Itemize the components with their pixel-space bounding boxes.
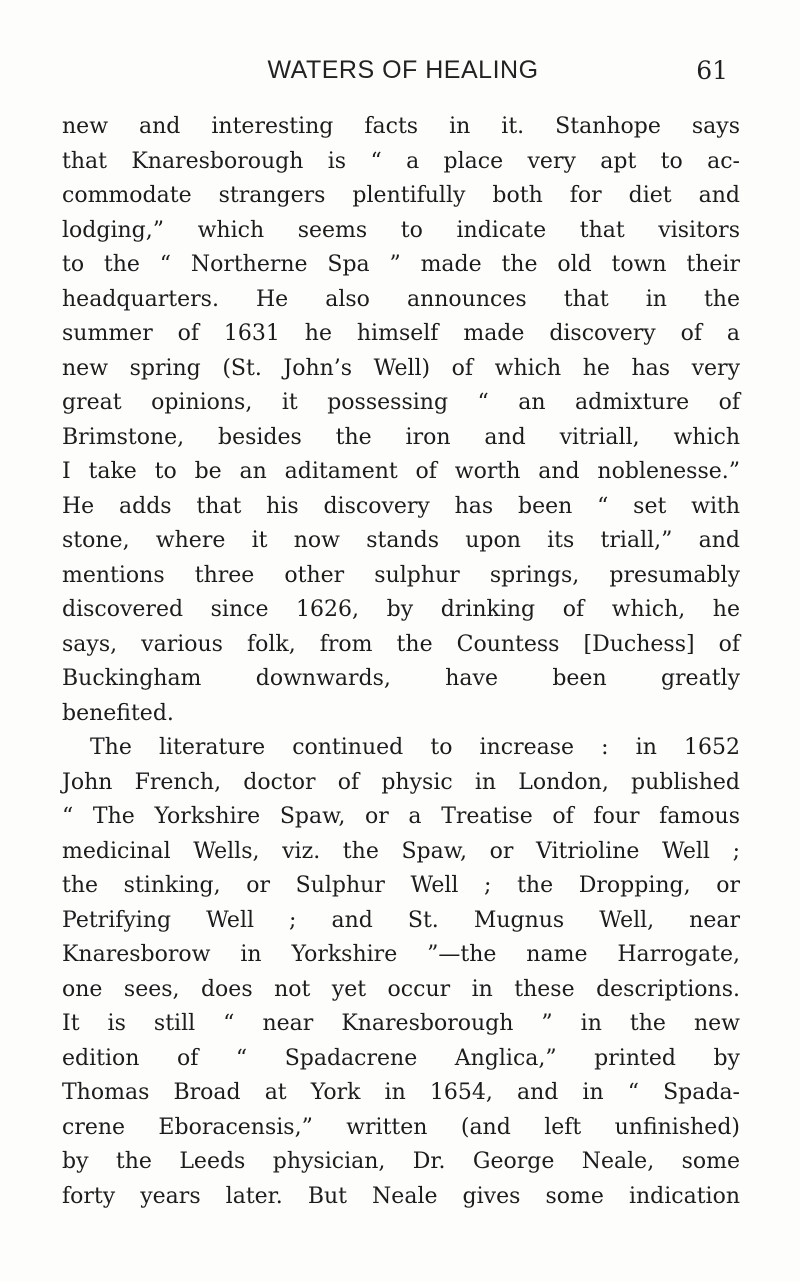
- text-line: mentions three other sulphur springs, presumably: [62, 562, 740, 588]
- text-line: crene Eboracensis,” written (and left unfinished): [62, 1114, 740, 1140]
- text-line: discovered since 1626, by drinking of which, he: [62, 597, 740, 622]
- text-line: Petrifying Well ; and St. Mugnus Well, near: [62, 907, 740, 933]
- page-number: 61: [696, 56, 728, 85]
- text-line: lodging,” which seems to indicate that visitors: [62, 217, 740, 243]
- text-line: new and interesting facts in it. Stanhope says: [62, 114, 740, 139]
- text-line: John French, doctor of physic in London, published: [62, 769, 740, 795]
- page-header: [78, 56, 728, 96]
- text-line: the stinking, or Sulphur Well ; the Dropping, or: [62, 873, 740, 898]
- text-line: great opinions, it possessing “ an admixture of: [62, 390, 740, 415]
- text-line: Thomas Broad at York in 1654, and in “ Spada-: [62, 1080, 740, 1105]
- text-line: by the Leeds physician, Dr. George Neale, some: [62, 1149, 740, 1174]
- text-line: I take to be an aditament of worth and noblenesse.”: [62, 459, 740, 484]
- body-text: [62, 110, 740, 1214]
- text-line: It is still “ near Knaresborough ” in the new: [62, 1011, 740, 1036]
- text-line: to the “ Northerne Spa ” made the old town their: [62, 252, 740, 277]
- paragraph-start-line: The literature continued to increase : in 1652: [90, 735, 740, 760]
- text-line: summer of 1631 he himself made discovery of a: [62, 321, 740, 346]
- text-line: “ The Yorkshire Spaw, or a Treatise of four famous: [62, 804, 740, 829]
- text-line: Buckingham downwards, have been greatly: [62, 666, 740, 691]
- text-line: says, various folk, from the Countess [Duchess] of: [62, 631, 740, 657]
- text-line: forty years later. But Neale gives some indication: [62, 1183, 740, 1209]
- text-line: Brimstone, besides the iron and vitriall, which: [62, 424, 740, 450]
- text-line: He adds that his discovery has been “ set with: [62, 493, 740, 519]
- text-line: Knaresborow in Yorkshire ”—the name Harrogate,: [62, 942, 740, 967]
- text-line: commodate strangers plentifully both for diet and: [62, 183, 740, 208]
- text-line: headquarters. He also announces that in the: [62, 286, 740, 312]
- text-line: edition of “ Spadacrene Anglica,” printed by: [62, 1045, 740, 1071]
- text-line: stone, where it now stands upon its triall,” and: [62, 528, 740, 553]
- text-line: one sees, does not yet occur in these descriptions.: [62, 976, 740, 1002]
- text-line: new spring (St. John’s Well) of which he has very: [62, 355, 740, 381]
- paragraph-end-line: benefited.: [62, 700, 174, 726]
- text-line: that Knaresborough is “ a place very apt to ac-: [62, 148, 740, 174]
- running-title: WATERS OF HEALING: [267, 56, 539, 84]
- text-line: medicinal Wells, viz. the Spaw, or Vitrioline Well ;: [62, 838, 740, 864]
